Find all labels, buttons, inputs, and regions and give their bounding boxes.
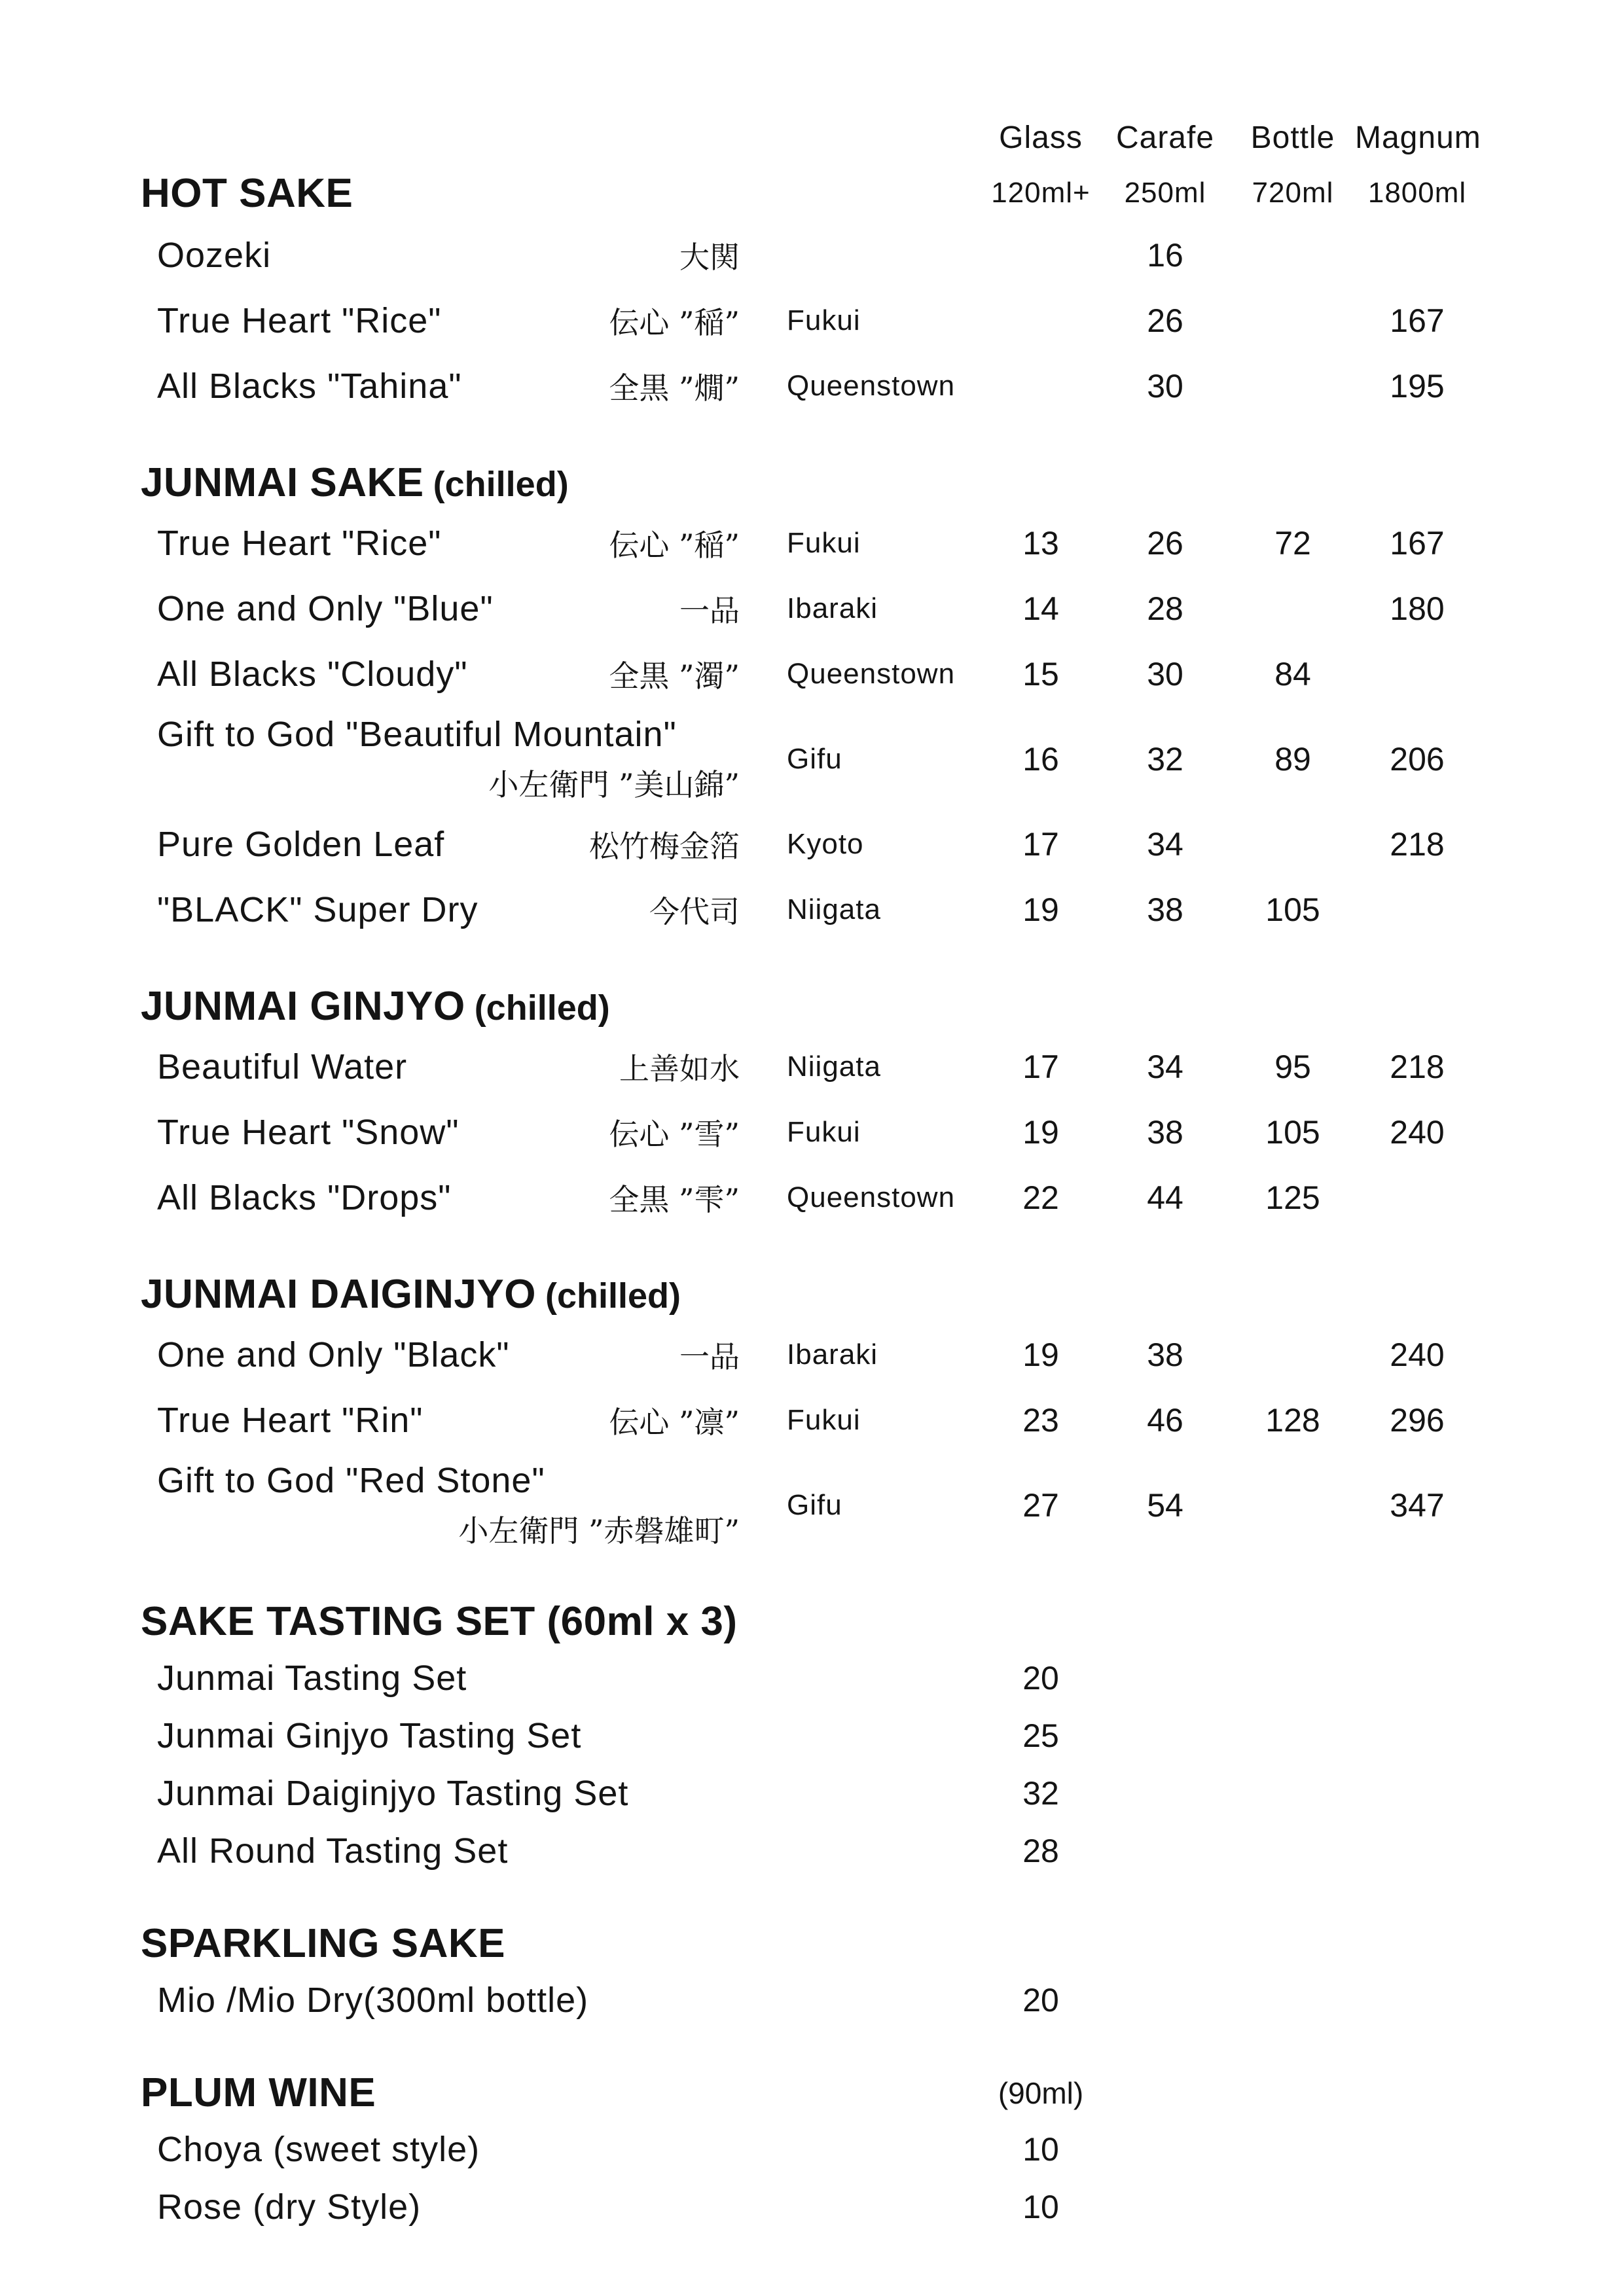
item-price-magnum: 206: [1390, 741, 1445, 778]
menu-item-row: [141, 1707, 1624, 1765]
section-suffix-text: (chilled): [474, 988, 610, 1028]
item-price-carafe: [1100, 1793, 1231, 1794]
item-name: Junmai Daiginjyo Tasting Set: [157, 1774, 629, 1813]
item-price-bottle: [1231, 2000, 1355, 2001]
section-title-text: HOT SAKE: [141, 170, 353, 216]
column-size-row: [141, 164, 1624, 223]
item-japanese-name: 松竹梅金箔: [589, 829, 740, 864]
item-price-carafe: 34: [1147, 1049, 1183, 1085]
item-name-cell: [141, 888, 759, 931]
item-name-cell: [141, 2187, 759, 2227]
menu-item-row: [141, 707, 1624, 812]
menu-item-row: [141, 576, 1624, 641]
spacer: [1231, 1006, 1355, 1007]
item-japanese-name: 小左衛門 ”美山錦”: [488, 767, 740, 802]
item-price-magnum: [1355, 1678, 1479, 1679]
column-header-magnum: Magnum: [1355, 120, 1481, 155]
spacer: [982, 1943, 1100, 1944]
item-name: Junmai Ginjyo Tasting Set: [157, 1716, 582, 1755]
section-title-junmai-daiginjyo: [141, 1271, 759, 1318]
item-name-cell: [141, 1399, 759, 1442]
item-price-glass: 19: [1022, 1336, 1059, 1373]
spacer: [982, 1294, 1100, 1295]
menu-item-row: [141, 288, 1624, 353]
item-price-glass: [982, 386, 1100, 387]
item-japanese-name: 小左衛門 ”赤磐雄町”: [458, 1513, 740, 1549]
spacer: [1231, 1621, 1355, 1622]
spacer: [1355, 1943, 1479, 1944]
item-price-magnum: [1355, 2000, 1479, 2001]
item-region: [759, 1678, 982, 1679]
menu-item-row: [141, 1822, 1624, 1880]
item-price-bottle: [1231, 386, 1355, 387]
menu-item-row: [141, 1649, 1624, 1707]
spacer: [1100, 1943, 1231, 1944]
item-price-carafe: 34: [1147, 826, 1183, 863]
item-region: Fukui: [787, 304, 861, 336]
spacer: [982, 1006, 1100, 1007]
item-name-cell: [141, 714, 759, 804]
item-name: Rose (dry Style): [157, 2187, 422, 2227]
item-name: Mio /Mio Dry(300ml bottle): [157, 1981, 589, 2020]
item-name-cell: [141, 1831, 759, 1871]
item-name: True Heart "Rice": [157, 524, 442, 563]
item-price-glass: 14: [1022, 590, 1059, 627]
item-name: "BLACK" Super Dry: [157, 890, 478, 929]
spacer: [1355, 1006, 1479, 1007]
item-price-bottle: [1231, 1793, 1355, 1794]
item-price-carafe: [1100, 1678, 1231, 1679]
item-region: [759, 1793, 982, 1794]
item-price-magnum: 218: [1390, 826, 1445, 863]
spacer: [1355, 482, 1479, 483]
spacer: [1231, 482, 1355, 483]
item-price-glass: 28: [1022, 1833, 1059, 1869]
item-name-cell: [141, 1045, 759, 1088]
spacer: [1231, 2092, 1355, 2093]
item-price-glass: 10: [1022, 2189, 1059, 2225]
spacer: [141, 137, 759, 138]
item-price-bottle: 105: [1265, 891, 1320, 928]
menu-item-row: [141, 1971, 1624, 2029]
item-name: All Blacks "Drops": [157, 1178, 452, 1217]
item-price-carafe: 38: [1147, 891, 1183, 928]
item-price-carafe: 28: [1147, 590, 1183, 627]
item-region: Fukui: [787, 527, 861, 559]
spacer: [759, 1621, 982, 1622]
item-price-glass: 27: [1022, 1487, 1059, 1524]
item-price-glass: 23: [1022, 1402, 1059, 1439]
item-japanese-name: 全黒 ”濁”: [609, 658, 740, 694]
item-price-carafe: 38: [1147, 1114, 1183, 1151]
item-price-glass: 15: [1022, 656, 1059, 692]
section-title-hot-sake: [141, 170, 759, 217]
item-japanese-name: 伝心 ”雪”: [609, 1117, 740, 1152]
item-price-glass: 20: [1022, 1660, 1059, 1696]
section-title-text: JUNMAI SAKE: [141, 460, 424, 505]
item-japanese-name: 上善如水: [619, 1051, 740, 1086]
item-name-cell: [141, 234, 759, 277]
item-region: Ibaraki: [787, 592, 878, 624]
item-name-cell: [141, 1176, 759, 1219]
item-name: All Round Tasting Set: [157, 1831, 509, 1871]
item-region: Queenstown: [787, 658, 956, 690]
item-region: Niigata: [787, 893, 881, 925]
item-name: All Blacks "Tahina": [157, 367, 462, 406]
item-price-magnum: 180: [1390, 590, 1445, 627]
item-price-glass: 20: [1022, 1982, 1059, 2018]
item-name: Beautiful Water: [157, 1047, 408, 1086]
section-header-row: [141, 2065, 1624, 2121]
item-price-carafe: 54: [1147, 1487, 1183, 1524]
spacer: [759, 1943, 982, 1944]
item-price-magnum: 240: [1390, 1114, 1445, 1151]
section-title-text: PLUM WINE: [141, 2070, 376, 2115]
item-name: True Heart "Rice": [157, 301, 442, 340]
item-name-cell: [141, 1658, 759, 1698]
item-price-bottle: 84: [1274, 656, 1311, 692]
item-region: [759, 2000, 982, 2001]
item-region: [759, 1851, 982, 1852]
column-size-bottle: 720ml: [1252, 177, 1334, 209]
column-size-glass: 120ml+: [991, 177, 1091, 209]
menu-item-row: [141, 1100, 1624, 1165]
item-price-bottle: 89: [1274, 741, 1311, 778]
spacer: [759, 2092, 982, 2093]
item-price-magnum: [1355, 2207, 1479, 2208]
item-price-bottle: [1231, 844, 1355, 845]
item-price-carafe: 44: [1147, 1179, 1183, 1216]
item-name-cell: [141, 1460, 759, 1551]
item-region: [759, 2207, 982, 2208]
item-price-magnum: [1355, 255, 1479, 256]
item-japanese-name: 伝心 ”凛”: [609, 1405, 740, 1440]
spacer: [1100, 1006, 1231, 1007]
item-japanese-name: 全黒 ”燗”: [609, 370, 740, 406]
item-price-glass: 10: [1022, 2131, 1059, 2168]
item-price-magnum: 167: [1390, 302, 1445, 339]
item-name-cell: [141, 1333, 759, 1376]
spacer: [982, 482, 1100, 483]
section-title-text: SAKE TASTING SET (60ml x 3): [141, 1599, 738, 1644]
item-name: Choya (sweet style): [157, 2130, 480, 2169]
item-price-carafe: 38: [1147, 1336, 1183, 1373]
item-region: Queenstown: [787, 1181, 956, 1213]
plum-wine-serving-size: (90ml): [998, 2075, 1084, 2110]
item-japanese-name: 今代司: [649, 894, 740, 929]
item-region: [759, 2149, 982, 2150]
menu-item-row: [141, 2178, 1624, 2236]
item-price-magnum: 296: [1390, 1402, 1445, 1439]
item-price-bottle: 105: [1265, 1114, 1320, 1151]
item-price-bottle: [1231, 1678, 1355, 1679]
item-region: Ibaraki: [787, 1338, 878, 1371]
spacer: [759, 137, 982, 138]
menu-item-row: [141, 223, 1624, 288]
menu-item-row: [141, 511, 1624, 576]
item-price-carafe: [1100, 2000, 1231, 2001]
column-size-magnum: 1800ml: [1367, 177, 1467, 209]
menu-item-row: [141, 1765, 1624, 1822]
spacer: [1355, 1294, 1479, 1295]
item-price-carafe: 32: [1147, 741, 1183, 778]
item-price-bottle: [1231, 255, 1355, 256]
section-title-plum-wine: [141, 2070, 759, 2116]
spacer: [759, 1006, 982, 1007]
item-japanese-name: 伝心 ”稲”: [609, 528, 740, 563]
section-header-row: [141, 455, 1624, 511]
menu-item-row: [141, 2121, 1624, 2178]
item-region: [759, 255, 982, 256]
item-price-glass: 25: [1022, 1717, 1059, 1754]
item-price-glass: 22: [1022, 1179, 1059, 1216]
item-name-cell: [141, 653, 759, 696]
item-region: Gifu: [787, 1489, 842, 1521]
item-price-magnum: 167: [1390, 525, 1445, 562]
item-name: Junmai Tasting Set: [157, 1659, 467, 1698]
section-title-sparkling-sake: [141, 1920, 759, 1967]
section-header-row: [141, 1266, 1624, 1322]
item-price-carafe: [1100, 2149, 1231, 2150]
spacer: [1231, 1943, 1355, 1944]
section-title-text: JUNMAI DAIGINJYO: [141, 1272, 536, 1317]
section-header-row: [141, 1916, 1624, 1971]
item-price-magnum: [1355, 1793, 1479, 1794]
item-price-magnum: [1355, 2149, 1479, 2150]
menu-item-row: [141, 641, 1624, 707]
item-price-glass: [982, 255, 1100, 256]
menu-item-row: [141, 1034, 1624, 1100]
item-region: Queenstown: [787, 370, 956, 402]
column-header-row: [141, 111, 1624, 164]
menu-item-row: [141, 812, 1624, 877]
item-name-cell: [141, 1773, 759, 1814]
item-japanese-name: 大関: [679, 240, 740, 275]
item-name: Oozeki: [157, 236, 272, 275]
menu-item-row: [141, 1322, 1624, 1388]
item-name-cell: [141, 1111, 759, 1154]
item-price-glass: 17: [1022, 1049, 1059, 1085]
section-suffix-text: (chilled): [433, 465, 569, 504]
item-price-magnum: 195: [1390, 368, 1445, 404]
section-title-junmai-ginjyo: [141, 983, 759, 1030]
item-price-glass: 19: [1022, 1114, 1059, 1151]
item-price-bottle: [1231, 2149, 1355, 2150]
item-name: True Heart "Rin": [157, 1401, 424, 1440]
item-price-carafe: 16: [1147, 237, 1183, 274]
item-price-glass: 17: [1022, 826, 1059, 863]
item-region: Fukui: [787, 1116, 861, 1148]
spacer: [1231, 1294, 1355, 1295]
section-header-row: [141, 1594, 1624, 1649]
spacer: [1100, 482, 1231, 483]
item-name: Gift to God "Red Stone": [157, 1461, 545, 1500]
item-name-cell: [141, 2129, 759, 2170]
item-price-carafe: 26: [1147, 525, 1183, 562]
menu-item-row: [141, 1453, 1624, 1558]
item-japanese-name: 一品: [679, 593, 740, 628]
item-name: Gift to God "Beautiful Mountain": [157, 715, 677, 754]
section-title-text: JUNMAI GINJYO: [141, 984, 465, 1029]
item-region: Fukui: [787, 1404, 861, 1436]
item-price-bottle: [1231, 1505, 1355, 1506]
item-price-carafe: [1100, 2207, 1231, 2208]
item-price-bottle: 125: [1265, 1179, 1320, 1216]
spacer: [1355, 2092, 1479, 2093]
menu-item-row: [141, 353, 1624, 419]
item-price-magnum: 218: [1390, 1049, 1445, 1085]
item-price-glass: 16: [1022, 741, 1059, 778]
column-header-carafe: Carafe: [1115, 120, 1215, 155]
spacer: [1100, 1294, 1231, 1295]
menu-item-row: [141, 877, 1624, 942]
item-price-bottle: [1231, 1851, 1355, 1852]
spacer: [759, 482, 982, 483]
item-price-glass: 19: [1022, 891, 1059, 928]
item-japanese-name: 伝心 ”稲”: [609, 305, 740, 340]
item-price-magnum: 240: [1390, 1336, 1445, 1373]
spacer: [759, 1294, 982, 1295]
item-name: Pure Golden Leaf: [157, 825, 445, 864]
column-header-glass: Glass: [999, 120, 1083, 155]
item-name-cell: [141, 365, 759, 408]
item-price-magnum: [1355, 1851, 1479, 1852]
item-price-glass: 32: [1022, 1775, 1059, 1812]
item-name-cell: [141, 587, 759, 630]
item-name: True Heart "Snow": [157, 1113, 460, 1152]
section-suffix-text: (chilled): [545, 1276, 681, 1316]
menu-item-row: [141, 1388, 1624, 1453]
item-name: One and Only "Black": [157, 1335, 510, 1374]
item-price-bottle: [1231, 2207, 1355, 2208]
column-header-bottle: Bottle: [1250, 120, 1335, 155]
item-price-carafe: 30: [1147, 368, 1183, 404]
item-price-bottle: 95: [1274, 1049, 1311, 1085]
item-name-cell: [141, 1980, 759, 2020]
spacer: [982, 1621, 1100, 1622]
spacer: [1100, 2092, 1231, 2093]
item-price-bottle: 72: [1274, 525, 1311, 562]
item-region: Gifu: [787, 743, 842, 775]
section-title-junmai-sake: [141, 459, 759, 506]
spacer: [759, 193, 982, 194]
item-price-magnum: [1355, 674, 1479, 675]
item-region: Kyoto: [787, 828, 864, 860]
section-title-sake-tasting-set: [141, 1598, 759, 1645]
column-size-carafe: 250ml: [1124, 177, 1206, 209]
item-price-carafe: 26: [1147, 302, 1183, 339]
section-title-text: SPARKLING SAKE: [141, 1921, 506, 1966]
item-name: All Blacks "Cloudy": [157, 655, 468, 694]
spacer: [1100, 1621, 1231, 1622]
item-name: One and Only "Blue": [157, 589, 494, 628]
item-price-carafe: 30: [1147, 656, 1183, 692]
item-price-carafe: [1100, 1851, 1231, 1852]
item-price-carafe: 46: [1147, 1402, 1183, 1439]
item-name-cell: [141, 299, 759, 342]
item-name-cell: [141, 823, 759, 866]
item-region: Niigata: [787, 1050, 881, 1083]
item-japanese-name: 一品: [679, 1339, 740, 1374]
item-name-cell: [141, 1715, 759, 1756]
item-price-bottle: 128: [1265, 1402, 1320, 1439]
menu-item-row: [141, 1165, 1624, 1230]
item-name-cell: [141, 522, 759, 565]
section-header-row: [141, 978, 1624, 1034]
item-price-glass: 13: [1022, 525, 1059, 562]
item-price-magnum: 347: [1390, 1487, 1445, 1524]
spacer: [1355, 1621, 1479, 1622]
item-japanese-name: 全黒 ”雫”: [609, 1182, 740, 1217]
